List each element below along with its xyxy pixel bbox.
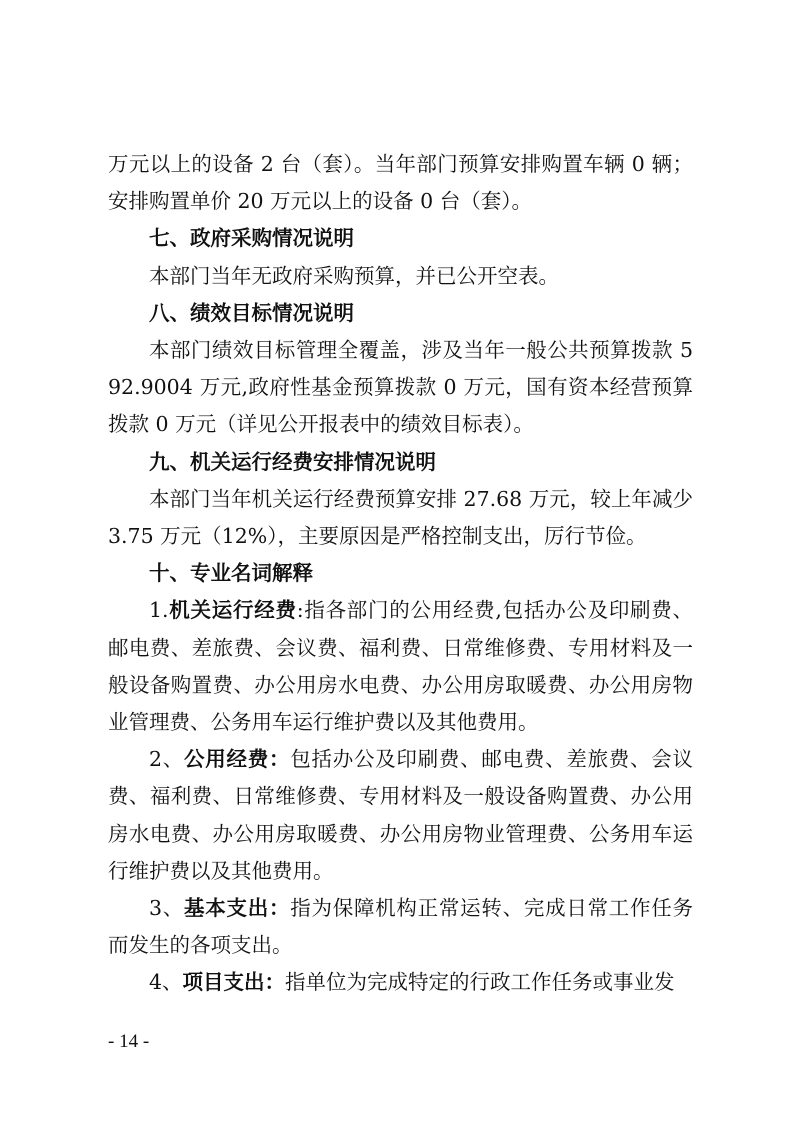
definition-term: 机关运行经费 <box>168 598 297 623</box>
definition-text: 包括办公及印刷费、邮电费、差旅费、会议费、福利费、日常维修费、专用材料及一般设备购置费、办公用房水电费、办公用房取暖费、办公用房物业管理费、公务用车运行维护费以及其他费用。 <box>108 747 694 883</box>
page-number: - 14 - <box>108 1031 150 1052</box>
definition-item <box>108 890 693 964</box>
definition-separator: ： <box>268 896 291 921</box>
definition-text: 指单位为完成特定的行政工作任务或事业发 <box>285 970 675 995</box>
paragraph-performance-targets: 本部门绩效目标管理全覆盖，涉及当年一般公共预算拨款 592.9004 万元,政府性基金预算拨款 0 万元，国有资本经营预算拨款 0 万元（详见公开报表中的绩效目标表）。 <box>108 338 693 437</box>
definition-separator: : <box>296 598 304 623</box>
definition-item <box>108 592 693 741</box>
heading-performance-targets: 八、绩效目标情况说明 <box>149 300 354 325</box>
definition-text: 指各部门的公用经费,包括办公及印刷费、邮电费、差旅费、会议费、福利费、日常维修费、专用材料及一般设备购置费、办公用房水电费、办公用房取暖费、办公用房物业管理费、公务用车运行维护费以及其他费用。 <box>108 598 694 735</box>
heading-government-procurement: 七、政府采购情况说明 <box>149 226 354 251</box>
definition-number: 2、 <box>149 747 185 772</box>
definition-separator: ： <box>268 747 291 772</box>
definition-number: 1. <box>149 598 169 623</box>
definition-term: 公用经费 <box>184 747 269 772</box>
heading-terminology: 十、专业名词解释 <box>149 561 313 586</box>
paragraph-government-procurement: 本部门当年无政府采购预算，并已公开空表。 <box>149 263 559 288</box>
definition-text: 指为保障机构正常运转、完成日常工作任务而发生的各项支出。 <box>108 896 694 958</box>
definition-term: 基本支出 <box>184 896 269 921</box>
definition-item <box>108 741 693 890</box>
definition-term: 项目支出 <box>182 970 265 995</box>
definition-number: 3、 <box>149 896 185 921</box>
paragraph-continuation: 万元以上的设备 2 台（套）。当年部门预算安排购置车辆 0 辆；安排购置单价 20 万元以上的设备 0 台（套）。 <box>108 152 693 214</box>
definition-separator: ： <box>264 970 286 995</box>
definition-number: 4、 <box>149 970 183 995</box>
heading-operating-expenses: 九、机关运行经费安排情况说明 <box>149 449 436 474</box>
paragraph-operating-expenses: 本部门当年机关运行经费预算安排 27.68 万元，较上年减少 3.75 万元（12%），主要原因是严格控制支出，厉行节俭。 <box>108 486 693 549</box>
document-body <box>108 146 693 1002</box>
definition-item <box>108 964 693 1001</box>
